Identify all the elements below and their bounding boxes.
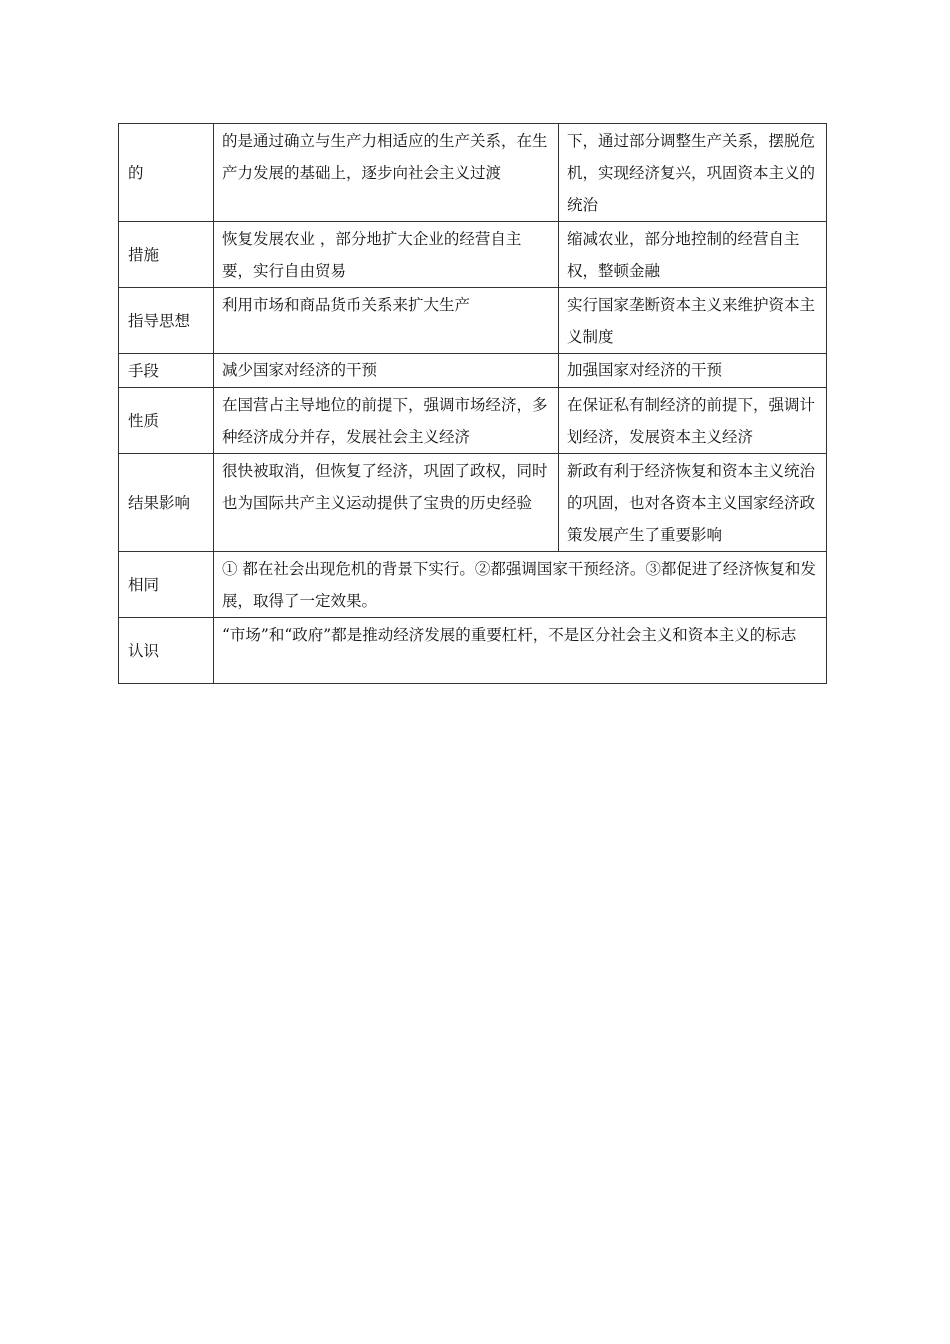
row-label: 认识 [119,618,214,684]
table-row [119,124,827,222]
table-row [119,618,827,684]
merged-cell: ① 都在社会出现危机的背景下实行。②都强调国家干预经济。③都促进了经济恢复和发展，取得了一定效果。 [214,552,827,618]
row-label: 措施 [119,222,214,288]
table-row [119,354,827,388]
table-cell: 缩减农业，部分地控制的经营自主权，整顿金融 [559,222,827,288]
table-cell: 在保证私有制经济的前提下，强调计划经济，发展资本主义经济 [559,388,827,454]
table-row [119,222,827,288]
row-label: 手段 [119,354,214,388]
merged-cell: “市场”和“政府”都是推动经济发展的重要杠杆，不是区分社会主义和资本主义的标志 [214,618,827,684]
table-row [119,288,827,354]
row-label: 相同 [119,552,214,618]
table-cell: 实行国家垄断资本主义来维护资本主义制度 [559,288,827,354]
table-cell: 恢复发展农业 ，部分地扩大企业的经营自主要，实行自由贸易 [214,222,559,288]
table-cell: 的是通过确立与生产力相适应的生产关系，在生产力发展的基础上，逐步向社会主义过渡 [214,124,559,222]
table-row [119,454,827,552]
table-row [119,388,827,454]
row-label: 性质 [119,388,214,454]
comparison-table [118,123,827,684]
table-cell: 利用市场和商品货币关系来扩大生产 [214,288,559,354]
table-cell: 在国营占主导地位的前提下，强调市场经济，多种经济成分并存，发展社会主义经济 [214,388,559,454]
table-row [119,552,827,618]
table-cell: 减少国家对经济的干预 [214,354,559,388]
table-cell: 加强国家对经济的干预 [559,354,827,388]
table-cell: 新政有利于经济恢复和资本主义统治的巩固，也对各资本主义国家经济政策发展产生了重要影响 [559,454,827,552]
row-label: 指导思想 [119,288,214,354]
table-cell: 很快被取消，但恢复了经济，巩固了政权，同时也为国际共产主义运动提供了宝贵的历史经验 [214,454,559,552]
table-cell: 下，通过部分调整生产关系，摆脱危机，实现经济复兴，巩固资本主义的统治 [559,124,827,222]
row-label: 结果影响 [119,454,214,552]
row-label: 的 [119,124,214,222]
